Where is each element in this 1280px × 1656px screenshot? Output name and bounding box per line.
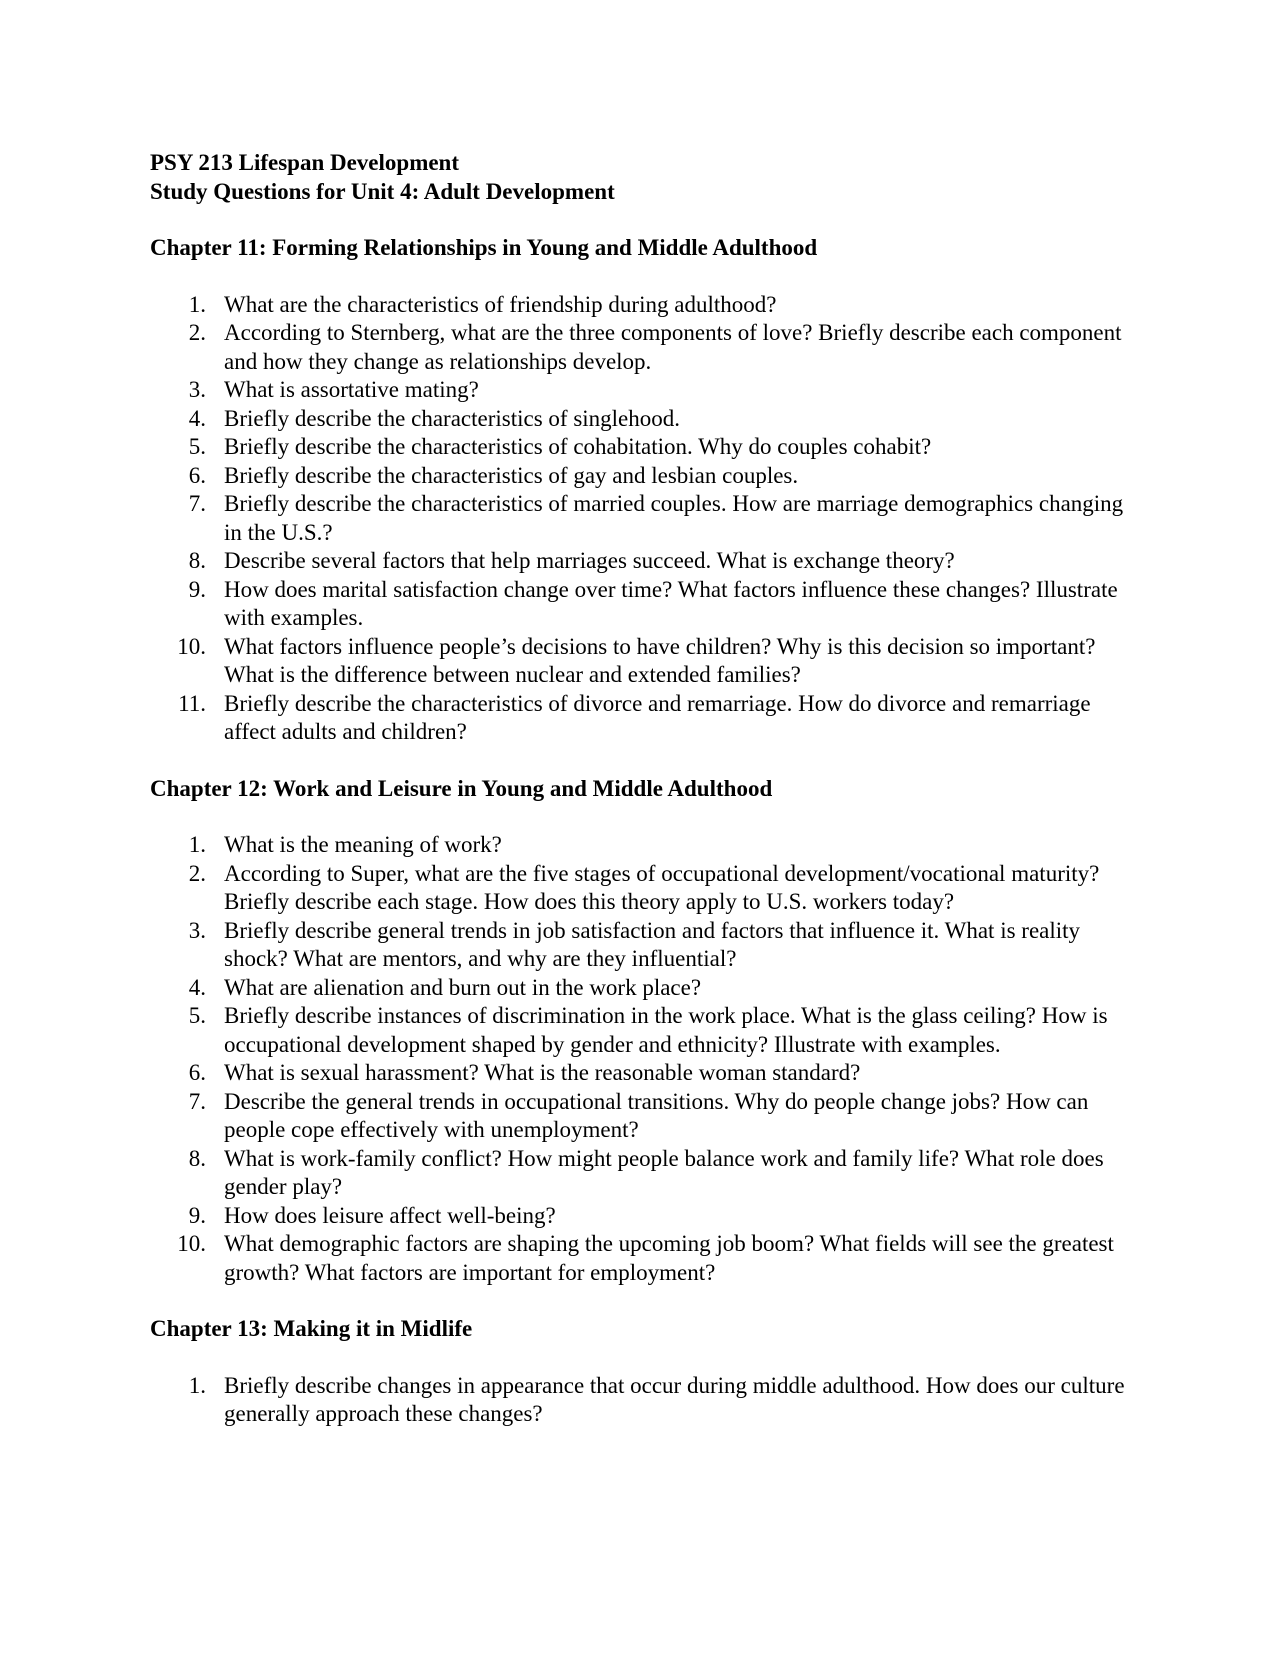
question-item (150, 291, 1130, 320)
question-text: Briefly describe the characteristics of gay and lesbian couples. (224, 462, 799, 488)
question-item (150, 1059, 1130, 1088)
question-text: Briefly describe instances of discrimination in the work place. What is the glass ceiling? How is occupational development shaped by gender and ethnicity? Illustrate with examples. (224, 1003, 1108, 1057)
question-item (150, 405, 1130, 434)
question-text: How does leisure affect well-being? (224, 1202, 556, 1228)
question-number: 8. (188, 1145, 206, 1171)
question-number: 7. (188, 1088, 206, 1114)
chapter-13-heading: Chapter 13: Making it in Midlife (150, 1316, 473, 1341)
question-number: 2. (188, 860, 206, 886)
question-number: 5. (188, 1003, 206, 1028)
question-number: 11. (178, 690, 206, 716)
question-number: 7. (188, 491, 206, 516)
question-item (150, 831, 1130, 860)
question-item (150, 917, 1130, 974)
question-text: Briefly describe the characteristics of cohabitation. Why do couples cohabit? (224, 434, 932, 459)
question-text: Briefly describe the characteristics of married couples. How are marriage demographics changing in the U.S.? (224, 491, 1124, 545)
question-number: 4. (188, 974, 206, 1000)
question-text: According to Sternberg, what are the three components of love? Briefly describe each component and how they change as relationships develop. (224, 320, 1122, 374)
question-text: What is assortative mating? (224, 377, 479, 402)
question-item (150, 1230, 1130, 1287)
chapter-11-question-list (150, 291, 1130, 747)
question-text: Briefly describe general trends in job satisfaction and factors that influence it. What is reality shock? What are mentors, and why are they influential? (224, 917, 1081, 971)
question-item (150, 633, 1130, 690)
question-item (150, 1145, 1130, 1202)
question-number: 8. (188, 548, 206, 573)
question-text: What is the meaning of work? (224, 832, 502, 857)
question-text: What demographic factors are shaping the upcoming job boom? What fields will see the greatest growth? What factors are important for employment? (224, 1231, 1114, 1285)
question-text: According to Super, what are the five stages of occupational development/vocational maturity? Briefly describe each stage. How does this theory apply to U.S. workers today? (224, 860, 1100, 914)
question-text: What are the characteristics of friendship during adulthood? (224, 291, 777, 317)
question-number: 5. (188, 434, 206, 459)
question-number: 6. (188, 462, 206, 488)
question-item (150, 547, 1130, 576)
question-text: What is sexual harassment? What is the reasonable woman standard? (224, 1060, 861, 1085)
question-item (150, 1202, 1130, 1231)
question-item (150, 690, 1130, 747)
question-item (150, 319, 1130, 376)
question-text: What factors influence people’s decisions to have children? Why is this decision so important? What is the difference between nuclear and extended families? (224, 633, 1096, 687)
chapter-11-heading: Chapter 11: Forming Relationships in Young and Middle Adulthood (150, 235, 818, 260)
question-item (150, 433, 1130, 462)
question-item (150, 1372, 1130, 1429)
question-number: 3. (188, 917, 206, 943)
question-text: Briefly describe the characteristics of singlehood. (224, 405, 681, 431)
question-number: 1. (188, 291, 206, 317)
question-text: Describe several factors that help marriages succeed. What is exchange theory? (224, 548, 955, 573)
question-number: 6. (188, 1060, 206, 1085)
question-item (150, 860, 1130, 917)
question-number: 9. (188, 576, 206, 602)
course-title: PSY 213 Lifespan Development (150, 150, 460, 175)
question-text: Briefly describe the characteristics of divorce and remarriage. How do divorce and remarriage affect adults and children? (224, 690, 1091, 744)
chapter-12-question-list (150, 831, 1130, 1287)
question-text: How does marital satisfaction change over time? What factors influence these changes? Illustrate with examples. (224, 576, 1118, 630)
question-number: 1. (188, 1372, 206, 1398)
question-number: 2. (188, 320, 206, 345)
question-text: What is work-family conflict? How might people balance work and family life? What role does gender play? (224, 1145, 1104, 1199)
question-item (150, 1088, 1130, 1145)
question-number: 4. (188, 405, 206, 431)
question-text: What are alienation and burn out in the work place? (224, 974, 702, 1000)
chapter-13-question-list (150, 1372, 1130, 1429)
question-number: 1. (188, 832, 206, 857)
question-item (150, 462, 1130, 491)
document-page (150, 149, 1130, 1429)
question-number: 3. (188, 377, 206, 402)
question-item (150, 490, 1130, 547)
question-item (150, 576, 1130, 633)
question-item (150, 974, 1130, 1003)
question-item (150, 1002, 1130, 1059)
question-text: Describe the general trends in occupational transitions. Why do people change jobs? How can people cope effectively with unemployment? (224, 1088, 1089, 1142)
question-item (150, 376, 1130, 405)
question-text: Briefly describe changes in appearance that occur during middle adulthood. How does our culture generally approach these changes? (224, 1372, 1125, 1426)
question-number: 9. (188, 1202, 206, 1228)
chapter-12-heading: Chapter 12: Work and Leisure in Young and Middle Adulthood (150, 775, 773, 801)
question-number: 10. (177, 1231, 206, 1256)
document-subtitle: Study Questions for Unit 4: Adult Development (150, 178, 615, 204)
question-number: 10. (177, 633, 206, 659)
